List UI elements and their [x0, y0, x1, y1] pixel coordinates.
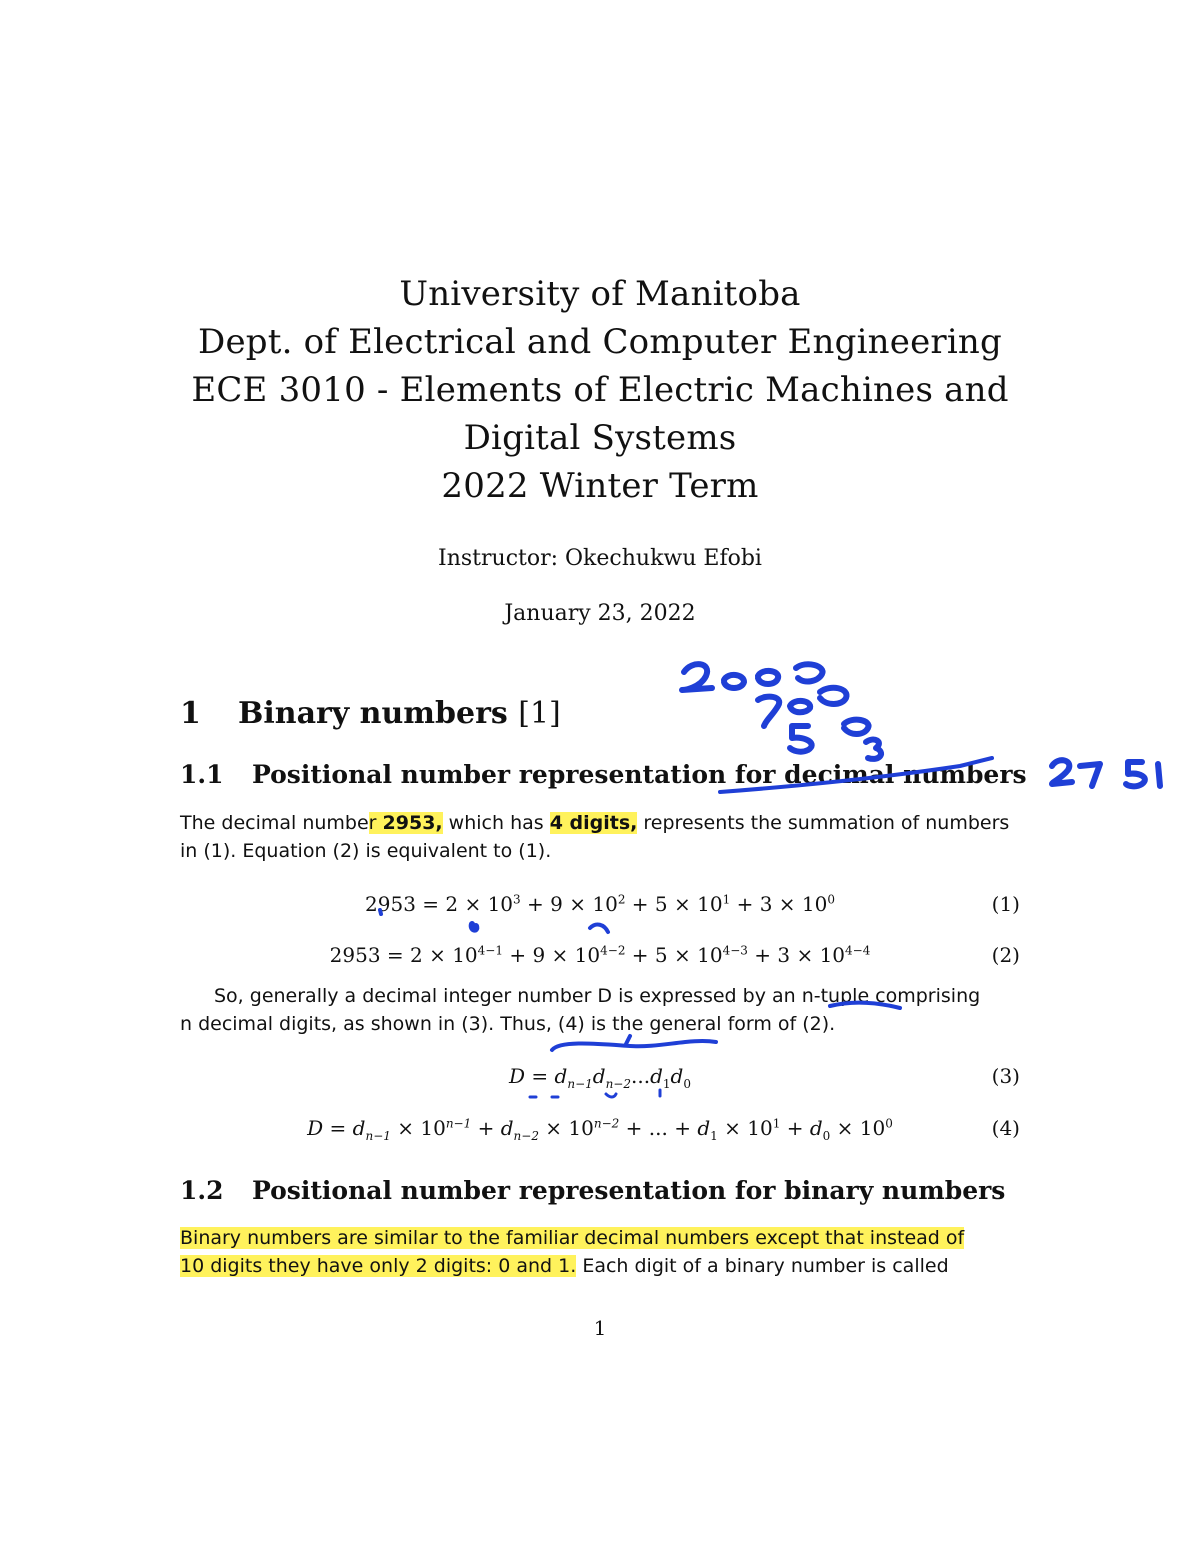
highlight-number-2953: 2953, — [382, 812, 443, 834]
eq-exponent: 3 — [513, 892, 521, 907]
highlight-run: Binary numbers are similar to the familiar decimal numbers except that instead of — [180, 1227, 965, 1249]
eq-exponent: 4−1 — [477, 943, 503, 958]
paragraph-line — [180, 1224, 1020, 1252]
eq-term: + 9 × 10 — [503, 943, 601, 967]
paragraph-line: n decimal digits, as shown in (3). Thus, (4) is the general form of (2). — [180, 1013, 836, 1035]
instructor-line: Instructor: Okechukwu Efobi — [438, 546, 762, 571]
paragraph-line — [180, 809, 1020, 837]
eq-term: + 5 × 10 — [625, 943, 723, 967]
eq-subscript: 1 — [710, 1129, 718, 1143]
title-block — [150, 270, 1050, 510]
eq-term: + — [471, 1116, 501, 1140]
paragraph-line: So, generally a decimal integer number D is expressed by an n-tuple comprising — [214, 985, 981, 1007]
paragraph-general-form — [214, 982, 1020, 1010]
eq-digit: d — [697, 1116, 711, 1140]
paragraph-line — [180, 1252, 1020, 1280]
subsection-heading-decimal — [180, 760, 1027, 789]
title-line-course: ECE 3010 - Elements of Electric Machines and — [191, 370, 1009, 410]
eq-exponent: 2 — [617, 892, 626, 907]
page-number: 1 — [593, 1316, 607, 1340]
ink-digit-0 — [844, 720, 869, 734]
eq-term: ... — [631, 1064, 651, 1088]
eq-digit: d — [670, 1064, 684, 1088]
equation-label: (3) — [991, 1064, 1020, 1088]
eq-subscript: 0 — [822, 1129, 831, 1143]
eq-term: + 9 × 10 — [520, 892, 618, 916]
paragraph-general-form-cont — [180, 1010, 1020, 1038]
eq-term: D = — [307, 1116, 353, 1140]
section-title: Binary numbers — [238, 696, 508, 731]
ink-digit-0 — [820, 688, 847, 704]
eq-subscript: 0 — [683, 1077, 691, 1091]
eq-exponent: 1 — [772, 1116, 781, 1131]
ink-brace — [552, 1041, 716, 1050]
title-line-course-cont: Digital Systems — [463, 418, 737, 458]
eq-term: + ... + — [619, 1116, 698, 1140]
title-line-university: University of Manitoba — [399, 274, 801, 314]
eq-term: × 10 — [717, 1116, 773, 1140]
eq-term: × 10 — [538, 1116, 594, 1140]
ink-dot-mark — [472, 924, 477, 930]
eq-digit: d — [592, 1064, 606, 1088]
ink-digit-2 — [1052, 760, 1072, 784]
ink-digit-0 — [724, 675, 744, 688]
equation-body — [180, 1060, 1020, 1092]
text-run: represents the summation of numbers — [637, 812, 1010, 834]
ink-digit-5 — [1126, 762, 1145, 786]
eq-exponent: 0 — [885, 1116, 893, 1131]
ink-digit-0 — [758, 671, 778, 684]
ink-digit-3 — [866, 740, 881, 759]
eq-digit: d — [500, 1116, 514, 1140]
ink-digit-5 — [790, 726, 812, 752]
eq-digit: d — [352, 1116, 366, 1140]
highlight-run: 10 digits they have only 2 digits: 0 and 1. — [180, 1255, 577, 1277]
eq-term: × 10 — [830, 1116, 886, 1140]
section-heading-binary-numbers — [180, 696, 561, 731]
title-line-department: Dept. of Electrical and Computer Engineering — [198, 322, 1002, 362]
eq-term: + 3 × 10 — [747, 943, 846, 967]
text-run: which has — [442, 812, 550, 834]
highlight-4-digits: 4 digits, — [549, 812, 638, 834]
equation-1 — [180, 888, 1020, 920]
eq-exponent: 4−2 — [600, 943, 626, 958]
subsection-title: Positional number representation for binary numbers — [252, 1176, 1006, 1205]
eq-digit: d — [809, 1116, 823, 1140]
eq-subscript: n−2 — [513, 1129, 539, 1143]
eq-digit: d — [554, 1064, 568, 1088]
eq-term: + 5 × 10 — [625, 892, 723, 916]
eq-exponent: 0 — [827, 892, 835, 907]
eq-subscript: 1 — [662, 1077, 671, 1091]
eq-exponent: 1 — [722, 892, 731, 907]
eq-exponent: n−1 — [445, 1116, 472, 1131]
ink-digit-7 — [1080, 764, 1100, 786]
eq-exponent: n−2 — [593, 1116, 620, 1131]
subsection-heading-binary — [180, 1176, 1005, 1205]
eq-subscript: n−2 — [605, 1077, 631, 1091]
equation-4 — [180, 1112, 1020, 1144]
eq-term: D — [509, 1064, 526, 1088]
eq-digit: d — [650, 1064, 663, 1088]
paragraph-binary-intro — [180, 1224, 1020, 1280]
section-number: 1 — [180, 696, 201, 731]
eq-term: 2953 = 2 × 10 — [329, 943, 478, 967]
equation-3 — [180, 1060, 1020, 1092]
eq-term: = — [525, 1064, 555, 1088]
equation-label: (1) — [991, 892, 1020, 916]
paragraph-decimal-intro — [180, 809, 1020, 865]
date-line: January 23, 2022 — [504, 601, 696, 626]
text-run: The decimal numbe — [180, 812, 369, 834]
section-citation: [1] — [518, 696, 561, 731]
ink-digit-1 — [1158, 764, 1160, 786]
equation-label: (4) — [991, 1116, 1020, 1140]
ink-dash-mark — [606, 1094, 616, 1097]
eq-exponent: 4−4 — [845, 943, 871, 958]
ink-digit-9 — [758, 697, 779, 726]
equation-body — [180, 1112, 1020, 1144]
equation-body — [180, 888, 1020, 920]
ink-digit-0 — [790, 701, 810, 712]
highlight-run: r — [368, 812, 383, 834]
paragraph-line: in (1). Equation (2) is equivalent to (1). — [180, 840, 552, 862]
equation-label: (2) — [991, 943, 1020, 967]
subsection-number: 1.1 — [180, 760, 224, 789]
ink-arc-mark — [590, 925, 608, 932]
eq-subscript: n−1 — [567, 1077, 593, 1091]
equation-2 — [180, 939, 1020, 971]
eq-term: × 10 — [390, 1116, 446, 1140]
ink-digit-2 — [682, 664, 712, 690]
title-line-term: 2022 Winter Term — [441, 466, 759, 506]
eq-term: + 3 × 10 — [730, 892, 828, 916]
text-run: Each digit of a binary number is called — [576, 1255, 949, 1277]
eq-term: + — [780, 1116, 810, 1140]
subsection-title: Positional number representation for decimal numbers — [252, 760, 1027, 789]
eq-exponent: 4−3 — [722, 943, 748, 958]
equation-body — [180, 939, 1020, 971]
eq-term: 2953 = 2 × 10 — [365, 892, 514, 916]
eq-subscript: n−1 — [365, 1129, 391, 1143]
ink-digit-0 — [796, 664, 823, 681]
subsection-number: 1.2 — [180, 1176, 224, 1205]
